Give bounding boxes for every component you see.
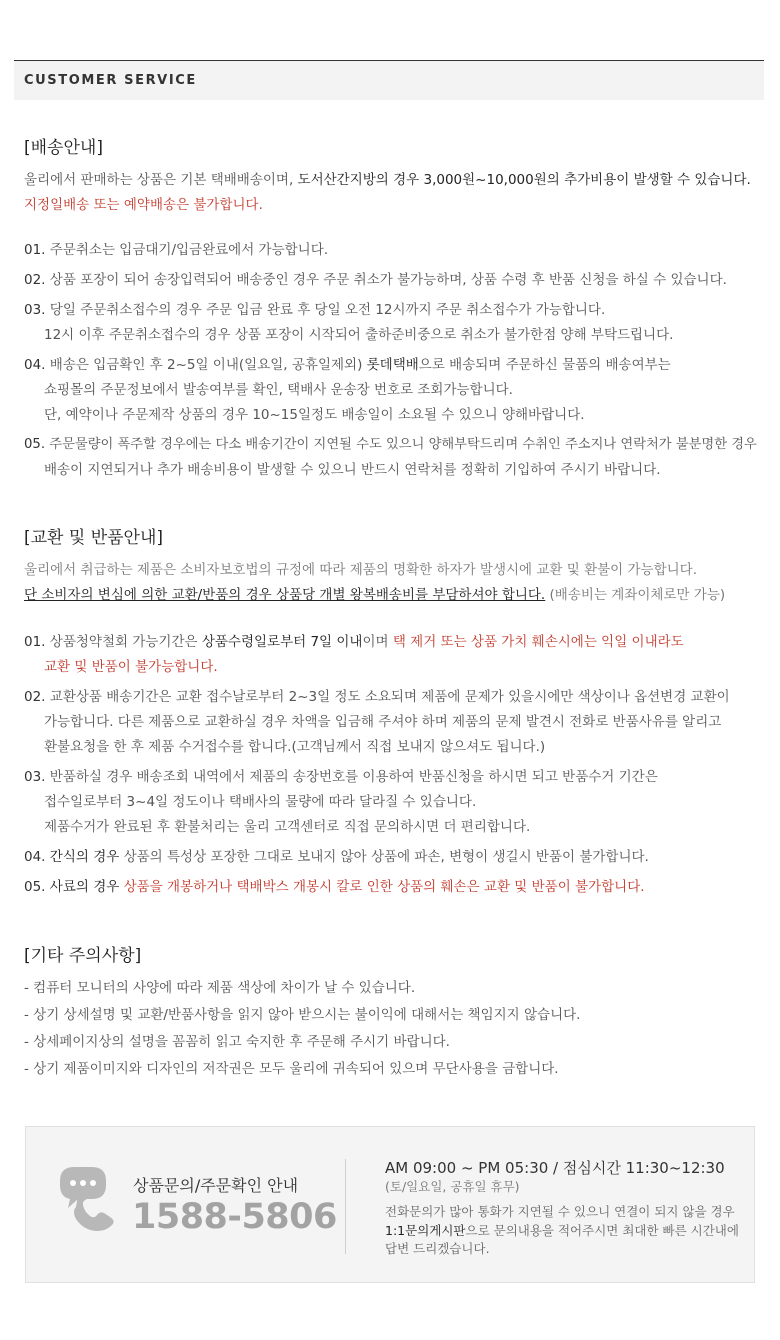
- exchange-intro-emphasis: 단 소비자의 변심에 의한 교환/반품의 경우 상품당 개별 왕복배송비를 부담하셔야 합니다.: [24, 587, 546, 603]
- item-emphasis: 사료의 경우: [49, 879, 120, 895]
- contact-note-3: 답변 드리겠습니다.: [385, 1241, 490, 1256]
- exchange-item-02: [24, 688, 730, 706]
- contact-box: [25, 1126, 755, 1283]
- item-warning: 택 제거 또는 상품 가치 훼손시에는 익일 이내라도: [392, 634, 684, 650]
- item-number: 03.: [24, 769, 46, 785]
- item-text: 주문취소는 입금대기/입금완료에서 가능합니다.: [49, 242, 329, 258]
- other-item: - 상기 제품이미지와 디자인의 저작권은 모두 울리에 귀속되어 있으며 무단사용을 금합니다.: [24, 1061, 559, 1077]
- item-number: 01.: [24, 242, 46, 258]
- header-title: CUSTOMER SERVICE: [24, 73, 197, 88]
- item-text: 이며: [362, 634, 393, 650]
- delivery-item-01: [24, 241, 328, 259]
- qna-board-link[interactable]: 1:1문의게시판: [385, 1223, 466, 1238]
- delivery-item-04: [24, 356, 671, 374]
- contact-note-1: 전화문의가 많아 통화가 지연될 수 있으니 연결이 되지 않을 경우: [385, 1204, 735, 1219]
- item-number: 01.: [24, 634, 46, 650]
- chat-phone-icon: [56, 1163, 120, 1235]
- delivery-item-04-cont2: 단, 예약이나 주문제작 상품의 경우 10~15일정도 배송일이 소요될 수 있으니 양해바랍니다.: [44, 407, 585, 423]
- exchange-item-02-cont1: 가능합니다. 다른 제품으로 교환하실 경우 차액을 입금해 주셔야 하며 제품의 문제 발견시 전화로 반품사유를 알리고: [44, 714, 722, 730]
- other-item: - 컴퓨터 모니터의 사양에 따라 제품 색상에 차이가 날 수 있습니다.: [24, 980, 416, 996]
- delivery-intro-notice: 지정일배송 또는 예약배송은 불가합니다.: [24, 197, 263, 213]
- item-text: 교환상품 배송기간은 교환 접수날로부터 2~3일 정도 소요되며 제품에 문제가 있을시에만 색상이나 옵션변경 교환이: [49, 689, 730, 705]
- business-hours: AM 09:00 ~ PM 05:30 / 점심시간 11:30~12:30: [385, 1159, 725, 1177]
- delivery-item-03: [24, 301, 605, 319]
- item-number: 05.: [24, 437, 46, 452]
- item-number: 03.: [24, 302, 46, 318]
- item-text: 주문물량이 폭주할 경우에는 다소 배송기간이 지연될 수도 있으니 양해부탁드리며 수취인 주소지나 연락처가 불분명한 경우: [49, 437, 757, 452]
- exchange-item-01: [24, 633, 684, 651]
- contact-label: 상품문의/주문확인 안내: [133, 1176, 299, 1195]
- other-item: - 상기 상세설명 및 교환/반품사항을 읽지 않아 받으시는 불이익에 대해서는 책임지지 않습니다.: [24, 1007, 581, 1023]
- exchange-item-02-cont2: 환불요청을 한 후 제품 수거접수를 합니다.(고객님께서 직접 보내지 않으셔도 됩니다.): [44, 739, 546, 755]
- contact-note-2: [385, 1221, 739, 1239]
- item-emphasis: 상품수령일로부터 7일 이내: [201, 634, 363, 650]
- item-number: 02.: [24, 689, 46, 705]
- exchange-intro-notice: [24, 586, 725, 604]
- delivery-intro-emphasis: 도서산간지방의 경우 3,000원~10,000원의 추가비용이 발생할 수 있습니다.: [297, 172, 751, 188]
- customer-service-header: [14, 60, 764, 100]
- exchange-intro-note: (배송비는 계좌이체로만 가능): [545, 587, 726, 603]
- closed-days: (토/일요일, 공휴일 휴무): [385, 1179, 520, 1194]
- exchange-item-03: [24, 768, 658, 786]
- other-title: [기타 주의사항]: [24, 946, 142, 966]
- item-number: 05.: [24, 879, 46, 895]
- item-text: 배송은 입금확인 후 2~5일 이내(일요일, 공휴일제외): [49, 357, 367, 373]
- delivery-item-03-cont: 12시 이후 주문취소접수의 경우 상품 포장이 시작되어 출하준비중으로 취소가 불가한점 양해 부탁드립니다.: [44, 327, 674, 343]
- other-item: - 상세페이지상의 설명을 꼼꼼히 읽고 숙지한 후 주문해 주시기 바랍니다.: [24, 1034, 450, 1050]
- item-text: 상품청약철회 가능기간은: [49, 634, 202, 650]
- delivery-intro-text: 울리에서 판매하는 상품은 기본 택배배송이며,: [24, 172, 298, 188]
- courier-name: 롯데택배: [366, 357, 419, 373]
- delivery-item-02: [24, 271, 727, 289]
- delivery-intro: [24, 171, 751, 189]
- delivery-item-05: [24, 436, 757, 454]
- exchange-item-05: [24, 878, 645, 896]
- delivery-item-05-cont: 배송이 지연되거나 추가 배송비용이 발생할 수 있으니 반드시 연락처를 정확히 기입하여 주시기 바랍니다.: [44, 462, 661, 478]
- contact-note-text: 으로 문의내용을 적어주시면 최대한 빠른 시간내에: [465, 1223, 739, 1238]
- item-number: 04.: [24, 849, 46, 865]
- exchange-title: [교환 및 반품안내]: [24, 528, 164, 548]
- item-number: 04.: [24, 357, 46, 373]
- item-text: 당일 주문취소접수의 경우 주문 입금 완료 후 당일 오전 12시까지 주문 취소접수가 가능합니다.: [49, 302, 606, 318]
- contact-divider: [345, 1159, 346, 1254]
- exchange-item-01-cont: 교환 및 반품이 불가능합니다.: [44, 659, 218, 675]
- item-text: 으로 배송되며 주문하신 물품의 배송여부는: [418, 357, 671, 373]
- item-text: 반품하실 경우 배송조회 내역에서 제품의 송장번호를 이용하여 반품신청을 하시면 되고 반품수거 기간은: [49, 769, 658, 785]
- delivery-item-04-cont1: 쇼핑몰의 주문정보에서 발송여부를 확인, 택배사 운송장 번호로 조회가능합니다.: [44, 382, 513, 398]
- exchange-item-03-cont1: 접수일로부터 3~4일 정도이나 택배사의 물량에 따라 달라질 수 있습니다.: [44, 794, 477, 810]
- exchange-intro: 울리에서 취급하는 제품은 소비자보호법의 규정에 따라 제품의 명확한 하자가 발생시에 교환 및 환불이 가능합니다.: [24, 562, 698, 578]
- delivery-title: [배송안내]: [24, 138, 103, 158]
- item-text: 상품의 특성상 포장한 그대로 보내지 않아 상품에 파손, 변형이 생길시 반품이 불가합니다.: [119, 849, 649, 865]
- item-emphasis: 간식의 경우: [49, 849, 120, 865]
- exchange-item-04: [24, 848, 649, 866]
- item-warning: 상품을 개봉하거나 택배박스 개봉시 칼로 인한 상품의 훼손은 교환 및 반품이 불가합니다.: [119, 879, 645, 895]
- item-number: 02.: [24, 272, 46, 288]
- item-text: 상품 포장이 되어 송장입력되어 배송중인 경우 주문 취소가 불가능하며, 상품 수령 후 반품 신청을 하실 수 있습니다.: [49, 272, 727, 288]
- phone-number[interactable]: 1588-5806: [132, 1197, 337, 1237]
- exchange-item-03-cont2: 제품수거가 완료된 후 환불처리는 울리 고객센터로 직접 문의하시면 더 편리합니다.: [44, 819, 531, 835]
